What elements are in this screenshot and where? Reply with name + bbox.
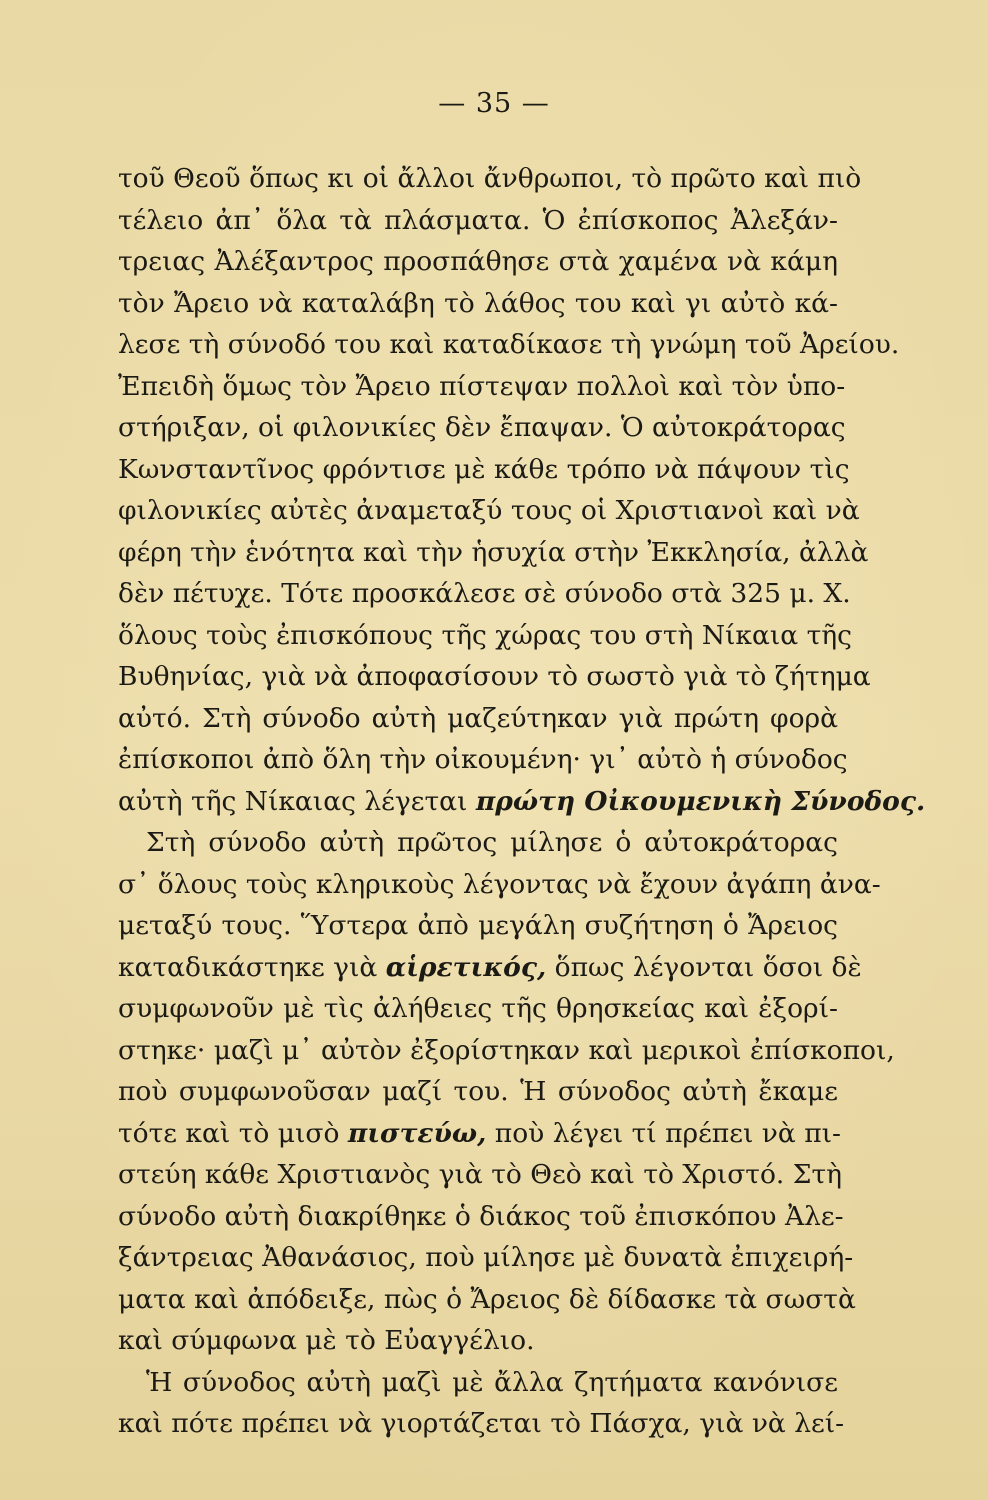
text-line [118, 532, 869, 574]
text-run: ποὺ συμφωνοῦσαν μαζί του. Ἡ σύνοδος αὐτὴ ἔκαμε [118, 1076, 838, 1107]
body-text [118, 158, 926, 1445]
text-line [118, 573, 851, 615]
text-line [118, 1237, 854, 1279]
text-run: φέρη τὴν ἑνότητα καὶ τὴν ἡσυχία στὴν Ἐκκλησία, ἀλλὰ [118, 536, 869, 568]
text-line [118, 366, 846, 408]
text-run: ὅλους τοὺς ἐπισκόπους τῆς χώρας του στὴ Νίκαια τῆς [118, 619, 852, 651]
paragraph-first-line [118, 1362, 838, 1404]
text-line [118, 158, 862, 200]
text-line [118, 407, 846, 449]
text-run: Κωνσταντῖνος φρόντισε μὲ κάθε τρόπο νὰ πάψουν τὶς [118, 453, 850, 485]
paragraph-first-line [118, 822, 838, 864]
text-run: αὐτὴ τῆς Νίκαιας λέγεται [118, 785, 476, 817]
text-run: τότε καὶ τὸ μισὸ [118, 1117, 348, 1149]
text-run: μεταξύ τους. Ὕστερα ἀπὸ μεγάλη συζήτηση ὁ Ἄρειος [118, 910, 838, 941]
text-line [118, 241, 838, 283]
text-line [118, 283, 838, 325]
text-line [118, 739, 848, 781]
text-run: τέλειο ἀπ᾽ ὅλα τὰ πλάσματα. Ὁ ἐπίσκοπος Ἀλεξάν- [118, 204, 838, 236]
text-line [118, 490, 860, 532]
text-run: φιλονικίες αὐτὲς ἀναμεταξύ τους οἱ Χριστιανοὶ καὶ νὰ [118, 495, 860, 526]
paragraph-last-line [118, 1320, 838, 1362]
text-line [118, 615, 852, 657]
text-run: τοῦ Θεοῦ ὅπως κι οἱ ἄλλοι ἄνθρωποι, τὸ πρῶτο καὶ πιὸ [118, 163, 862, 194]
text-run: στεύη κάθε Χριστιανὸς γιὰ τὸ Θεὸ καὶ τὸ Χριστό. Στὴ [118, 1159, 843, 1190]
text-line [118, 656, 871, 698]
text-run: σύνοδο αὐτὴ διακρίθηκε ὁ διάκος τοῦ ἐπισκόπου Ἀλε- [118, 1200, 844, 1232]
text-line [118, 449, 850, 491]
text-run: δὲν πέτυχε. Τότε προσκάλεσε σὲ σύνοδο στὰ 325 μ. Χ. [118, 578, 851, 609]
text-line [118, 947, 862, 989]
text-line [118, 988, 838, 1030]
text-line [118, 1154, 843, 1196]
text-line [118, 1403, 845, 1445]
text-run: Στὴ σύνοδο αὐτὴ πρῶτος μίλησε ὁ αὐτοκράτορας [146, 827, 838, 858]
text-run: λεσε τὴ σύνοδό του καὶ καταδίκασε τὴ γνώμη τοῦ Ἀρείου. [118, 329, 900, 360]
emphasized-term: αἱρετικός, [385, 951, 547, 983]
text-run: Βυθηνίας, γιὰ νὰ ἀποφασίσουν τὸ σωστὸ γιὰ τὸ ζήτημα [118, 661, 871, 692]
text-line [118, 781, 926, 823]
text-run: ποὺ λέγει τί πρέπει νὰ πι- [486, 1117, 841, 1149]
text-run: ματα καὶ ἀπόδειξε, πὼς ὁ Ἄρειος δὲ δίδασκε τὰ σωστὰ [118, 1283, 856, 1315]
text-line [118, 905, 838, 947]
text-line [118, 864, 881, 906]
text-run: τρειας Ἀλέξαντρος προσπάθησε στὰ χαμένα νὰ κάμη [118, 246, 838, 277]
emphasized-term: πρώτη Οἰκουμενικὴ Σύνοδος. [475, 785, 926, 817]
text-run: Ἐπειδὴ ὅμως τὸν Ἄρειο πίστεψαν πολλοὶ καὶ τὸν ὑπο- [118, 370, 846, 402]
page-number: — 35 — [438, 88, 550, 119]
text-run: συμφωνοῦν μὲ τὶς ἀλήθειες τῆς θρησκείας καὶ ἐξορί- [118, 993, 838, 1024]
text-run: καταδικάστηκε γιὰ [118, 951, 386, 983]
text-line [118, 1279, 856, 1321]
text-run: ὅπως λέγονται ὅσοι δὲ [546, 951, 862, 983]
text-run: ξάντρειας Ἀθανάσιος, ποὺ μίλησε μὲ δυνατὰ ἐπιχειρή- [118, 1242, 854, 1273]
text-run: ἐπίσκοποι ἀπὸ ὅλη τὴν οἰκουμένη· γι᾽ αὐτὸ ἡ σύνοδος [118, 744, 848, 775]
text-line [118, 1196, 844, 1238]
text-line [118, 1113, 841, 1155]
text-run: στηκε· μαζὶ μ᾽ αὐτὸν ἐξορίστηκαν καὶ μερικοὶ ἐπίσκοποι, [118, 1034, 895, 1066]
text-run: σ᾽ ὅλους τοὺς κληρικοὺς λέγοντας νὰ ἔχουν ἀγάπη ἀνα- [118, 868, 881, 900]
text-run: καὶ πότε πρέπει νὰ γιορτάζεται τὸ Πάσχα, γιὰ νὰ λεί- [118, 1408, 845, 1439]
text-line [118, 698, 838, 740]
text-run: καὶ σύμφωνα μὲ τὸ Εὐαγγέλιο. [118, 1325, 535, 1356]
text-line [118, 1071, 838, 1113]
emphasized-term: πιστεύω, [347, 1117, 487, 1149]
text-run: τὸν Ἄρειο νὰ καταλάβη τὸ λάθος του καὶ γι αὐτὸ κά- [118, 287, 838, 319]
text-line [118, 324, 900, 366]
text-line [118, 200, 838, 242]
text-run: Ἡ σύνοδος αὐτὴ μαζὶ μὲ ἄλλα ζητήματα κανόνισε [146, 1366, 838, 1398]
text-run: στήριξαν, οἱ φιλονικίες δὲν ἔπαψαν. Ὁ αὐτοκράτορας [118, 412, 846, 443]
text-run: αὐτό. Στὴ σύνοδο αὐτὴ μαζεύτηκαν γιὰ πρώτη φορὰ [118, 702, 838, 734]
text-line [118, 1030, 895, 1072]
